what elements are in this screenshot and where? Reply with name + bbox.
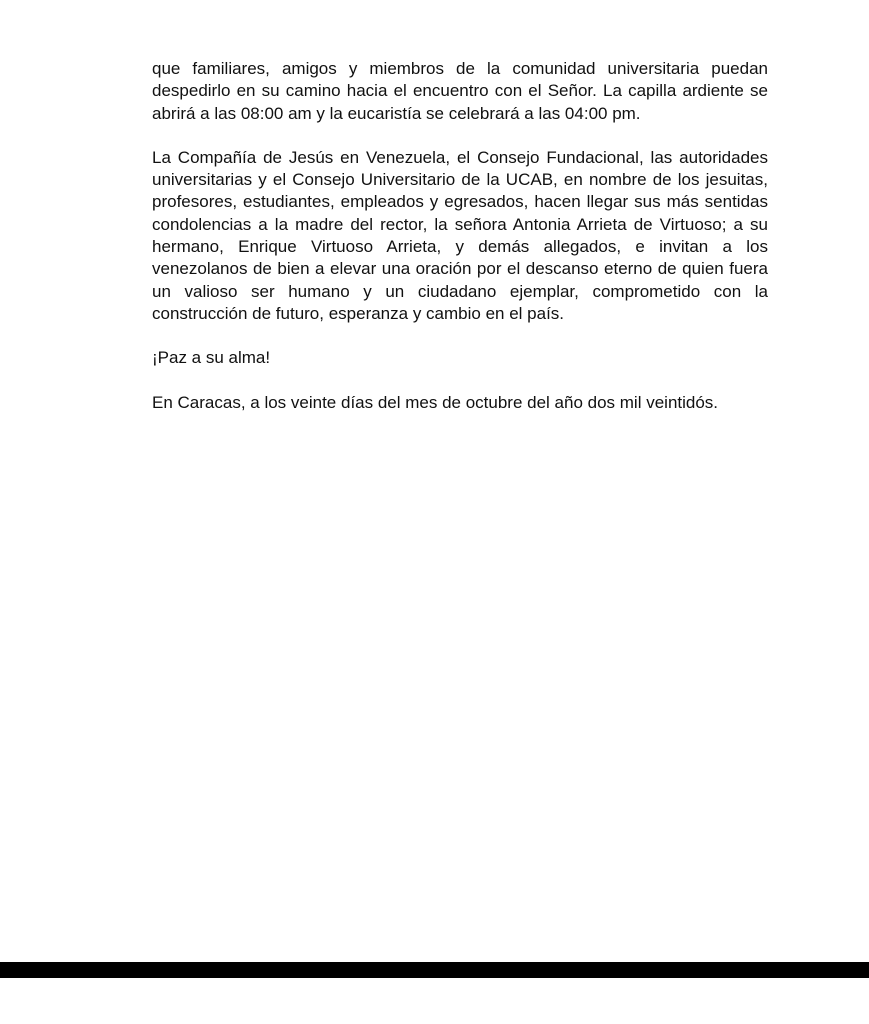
paragraph-condolences: La Compañía de Jesús en Venezuela, el Consejo Fundacional, las autoridades universitarias y el Consejo Universitario de la UCAB, en nombre de los jesuitas, profesores, estudiantes, empleados y egresados, hacen llegar sus más sentidas condolencias a la madre del rector, la señora Antonia Arrieta de Virtuoso; a su hermano, Enrique Virtuoso Arrieta, y demás allegados, e invitan a los venezolanos de bien a elevar una oración por el descanso eterno de quien fuera un valioso ser humano y un ciudadano ejemplar, comprometido con la construcción de futuro, esperanza y cambio en el país. <box>152 147 768 323</box>
footer-bar <box>0 962 869 978</box>
paragraph-date-place: En Caracas, a los veinte días del mes de octubre del año dos mil veintidós. <box>152 392 719 412</box>
paragraph-peace: ¡Paz a su alma! <box>152 348 271 368</box>
document-body <box>152 58 768 436</box>
paragraph-chapel-schedule: que familiares, amigos y miembros de la comunidad universitaria puedan despedirlo en su camino hacia el encuentro con el Señor. La capilla ardiente se abrirá a las 08:00 am y la eucaristía se celebrará a las 04:00 pm. <box>152 59 768 123</box>
